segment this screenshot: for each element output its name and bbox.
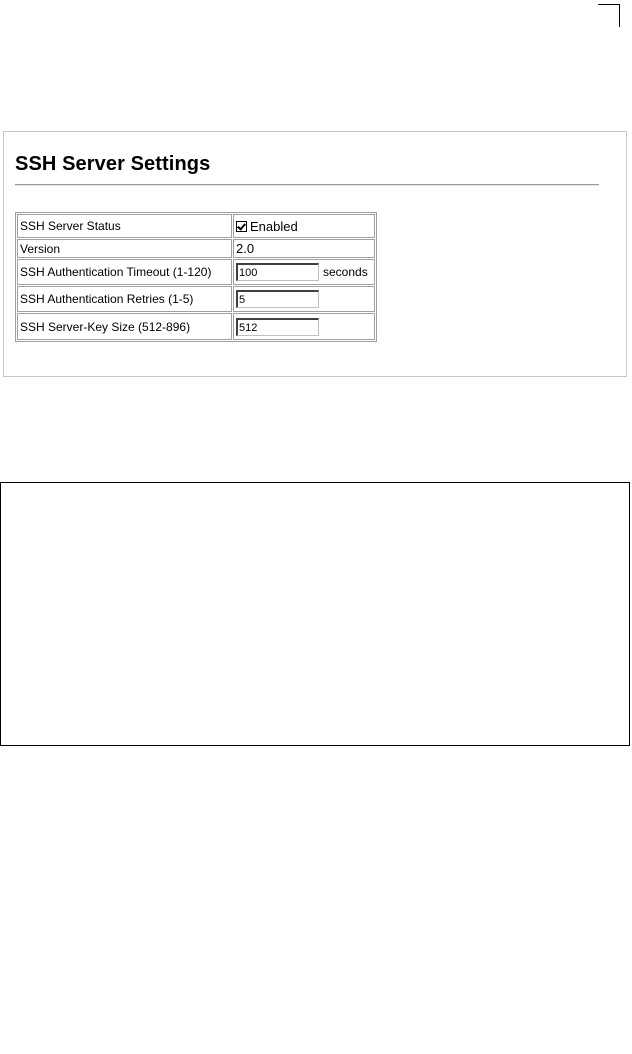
settings-table (15, 212, 377, 342)
table-row-auth-timeout (17, 259, 375, 285)
ssh-server-settings-panel (3, 131, 627, 377)
table-row-auth-retries (17, 286, 375, 312)
server-status-cell (233, 214, 375, 238)
auth-timeout-input[interactable]: 100 (236, 263, 319, 281)
auth-timeout-cell (233, 259, 375, 285)
auth-retries-cell (233, 286, 375, 312)
table-row-version (17, 239, 375, 258)
page-corner-mark (598, 4, 620, 27)
auth-retries-input[interactable]: 5 (236, 290, 319, 308)
version-label: Version (17, 239, 232, 258)
table-row-server-key-size (17, 313, 375, 340)
page-title: SSH Server Settings (15, 153, 211, 175)
server-status-label: SSH Server Status (17, 214, 232, 238)
auth-retries-label: SSH Authentication Retries (1-5) (17, 286, 232, 312)
auth-timeout-units: seconds (323, 265, 368, 279)
server-status-value: Enabled (250, 218, 298, 234)
server-key-size-input[interactable]: 512 (236, 318, 319, 336)
version-value: 2.0 (233, 239, 375, 258)
table-row-server-status (17, 214, 375, 238)
server-status-checkbox[interactable] (236, 221, 247, 232)
title-divider (15, 184, 599, 186)
server-key-size-cell (233, 313, 375, 340)
blank-frame (0, 482, 630, 746)
auth-timeout-label: SSH Authentication Timeout (1-120) (17, 259, 232, 285)
server-key-size-label: SSH Server-Key Size (512-896) (17, 313, 232, 340)
